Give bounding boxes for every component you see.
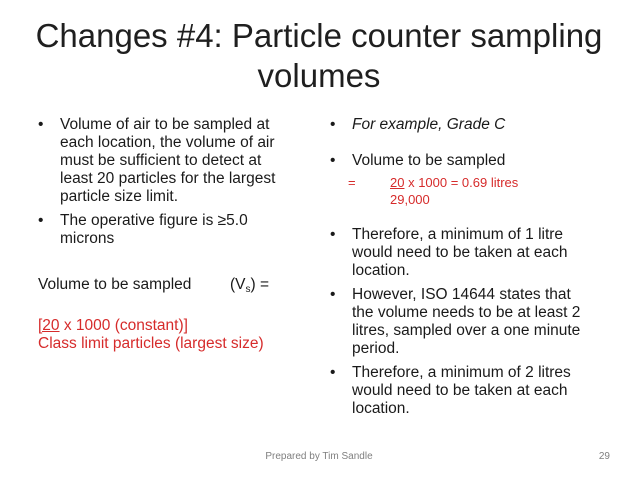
bullet-dot-icon: • — [330, 116, 336, 133]
formula-num-20: [20 — [38, 317, 60, 334]
right-bullet-3: • Therefore, a minimum of 2 litres would need to be taken at each location. — [330, 364, 571, 417]
vs-open: (V — [230, 276, 246, 293]
footer-author: Prepared by Tim Sandle — [265, 451, 373, 462]
right-example-bullet — [330, 116, 610, 134]
left-column — [38, 116, 298, 353]
bullet-dot-icon: • — [38, 116, 44, 133]
right-column — [330, 116, 610, 418]
formula-denominator: Class limit particles (largest size) — [38, 335, 264, 352]
slide-title — [20, 16, 618, 96]
volume-to-be-sampled-line — [38, 276, 298, 299]
right-bullet-2: • However, ISO 14644 states that the volume needs to be at least 2 litres, sampled over a one minute period. — [330, 286, 581, 357]
example-text: For example, Grade C — [352, 116, 506, 133]
left-bullet-1: • Volume of air to be sampled at each location, the volume of air must be sufficient to detect at least 20 particles for the largest particle size limit. — [38, 116, 276, 205]
bullet-dot-icon: • — [330, 226, 336, 243]
formula-num-rest: x 1000 (constant)] — [59, 317, 188, 334]
right-volume-bullet — [330, 152, 610, 170]
calc-denominator: 29,000 — [390, 192, 430, 207]
calc-equals: = — [348, 175, 356, 190]
calc-num-20: 20 — [390, 175, 405, 190]
title-line-1: Changes #4: Particle counter sampling — [35, 17, 603, 54]
left-bullet-2: • The operative figure is ≥5.0 microns — [38, 212, 248, 247]
calc-num-rest: x 1000 = 0.69 litres — [404, 175, 519, 190]
title-line-2: volumes — [257, 57, 381, 94]
volume-label: Volume to be sampled — [38, 276, 192, 293]
calculation — [330, 174, 610, 208]
bullet-dot-icon: • — [38, 212, 44, 229]
bullet-dot-icon: • — [330, 152, 336, 169]
right-bullet-1: • Therefore, a minimum of 1 litre would need to be taken at each location. — [330, 226, 568, 279]
vs-close: ) = — [250, 276, 270, 293]
formula — [38, 317, 298, 353]
formula-numerator — [38, 317, 298, 335]
vs-subscript: s — [245, 284, 251, 295]
bullet-dot-icon: • — [330, 286, 336, 303]
calc-numerator — [390, 174, 610, 191]
bullet-dot-icon: • — [330, 364, 336, 381]
volume-text: Volume to be sampled — [352, 152, 506, 169]
page-number: 29 — [598, 451, 610, 462]
